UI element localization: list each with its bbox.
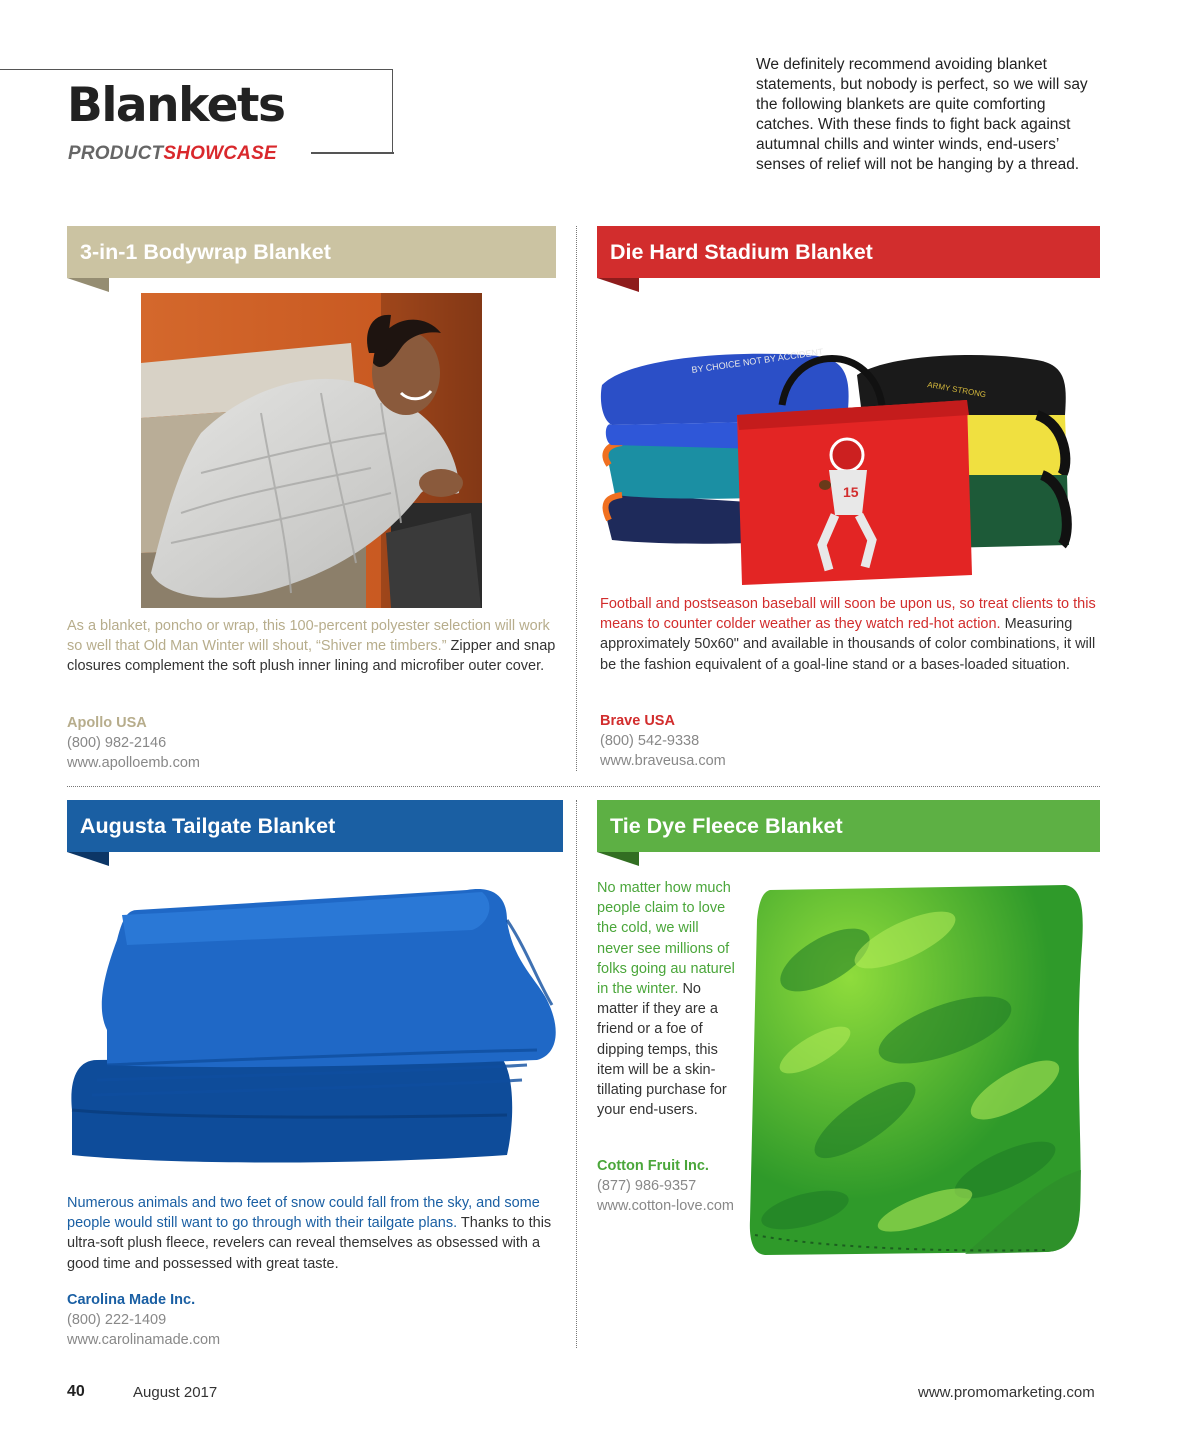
- footer-url[interactable]: www.promomarketing.com: [918, 1384, 1095, 1401]
- tailgate-text: Thanks to this ultra-soft plush fleece, revelers can reveal themselves as obsessed with a good time and possessed with great taste.: [67, 1215, 552, 1272]
- tiedye-banner: [597, 800, 1100, 852]
- stadium-lead: Football and postseason baseball will soon be upon us, so treat clients to this means to counter colder weather as they watch red-hot action.: [600, 596, 1096, 633]
- bodywrap-photo: [141, 293, 482, 608]
- section-label-red: SHOWCASE: [163, 143, 277, 164]
- tailgate-title: Augusta Tailgate Blanket: [80, 813, 336, 838]
- tiedye-lead: No matter how much people claim to love the cold, we will never see millions of folks going au naturel in the winter.: [597, 880, 735, 998]
- tailgate-url[interactable]: www.carolinamade.com: [67, 1332, 221, 1349]
- stadium-photo: [597, 345, 1100, 590]
- bodywrap-banner-fold: [67, 278, 109, 292]
- stadium-title: Die Hard Stadium Blanket: [610, 239, 873, 264]
- tiedye-contact: [597, 1158, 734, 1216]
- section-label: [68, 143, 277, 165]
- stadium-description: [600, 594, 1100, 675]
- jersey-number: 15: [843, 484, 859, 500]
- stadium-banner-fold: [597, 278, 639, 292]
- bodywrap-banner: [67, 226, 556, 278]
- section-label-gray: PRODUCT: [68, 143, 164, 164]
- tiedye-text: No matter if they are a friend or a foe of dipping temps, this item will be a skin-tillating purchase for your end-users.: [597, 981, 727, 1119]
- tiedye-url[interactable]: www.cotton-love.com: [597, 1198, 734, 1215]
- bodywrap-lead: As a blanket, poncho or wrap, this 100-percent polyester selection will work so well that Old Man Winter will shout, “Shiver me timbers.”: [67, 618, 550, 655]
- tiedye-photo: [745, 880, 1105, 1260]
- column-divider-top: [576, 226, 577, 771]
- stadium-contact: [600, 713, 726, 771]
- blue-bag-text: BY CHOICE NOT BY ACCIDENT: [690, 346, 825, 375]
- page-title: Blankets: [67, 78, 285, 133]
- tiedye-banner-fold: [597, 852, 639, 866]
- bodywrap-title: 3-in-1 Bodywrap Blanket: [80, 239, 331, 264]
- bodywrap-contact: [67, 715, 200, 773]
- stadium-phone: (800) 542-9338: [600, 733, 700, 749]
- tailgate-photo: [67, 880, 567, 1170]
- tailgate-lead: Numerous animals and two feet of snow could fall from the sky, and some people would still want to go through with their tailgate plans.: [67, 1195, 540, 1232]
- tailgate-contact: [67, 1292, 220, 1350]
- tiedye-company: Cotton Fruit Inc.: [597, 1158, 709, 1174]
- tailgate-phone: (800) 222-1409: [67, 1312, 167, 1328]
- issue-date: August 2017: [133, 1384, 218, 1401]
- bodywrap-company: Apollo USA: [67, 715, 147, 731]
- intro-paragraph: We definitely recommend avoiding blanket statements, but nobody is perfect, so we will say the following blankets are quite comforting catches. With these finds to fight back against autumnal chills and winter winds, end-users’ senses of relief will not be hanging by a thread.: [756, 56, 1088, 174]
- stadium-company: Brave USA: [600, 713, 675, 729]
- page-number: 40: [67, 1383, 85, 1400]
- bodywrap-description: [67, 616, 559, 677]
- bodywrap-text: Zipper and snap closures complement the soft plush inner lining and microfiber outer cover.: [67, 638, 556, 675]
- bodywrap-phone: (800) 982-2146: [67, 735, 167, 751]
- stadium-url[interactable]: www.braveusa.com: [600, 753, 726, 770]
- tiedye-description: [597, 878, 737, 1120]
- tailgate-banner-fold: [67, 852, 109, 866]
- tailgate-company: Carolina Made Inc.: [67, 1292, 196, 1308]
- bodywrap-url[interactable]: www.apolloemb.com: [67, 755, 200, 772]
- tiedye-title: Tie Dye Fleece Blanket: [610, 813, 843, 838]
- stadium-text: Measuring approximately 50x60" and available in thousands of color combinations, it will be the fashion equivalent of a goal-line stand or a bases-loaded situation.: [600, 616, 1096, 673]
- column-divider-bottom: [576, 800, 577, 1348]
- tiedye-phone: (877) 986-9357: [597, 1178, 697, 1194]
- black-bag-text: ARMY STRONG: [926, 380, 987, 400]
- tailgate-description: [67, 1193, 557, 1274]
- tailgate-banner: [67, 800, 563, 852]
- stadium-banner: [597, 226, 1100, 278]
- title-underline: [311, 152, 394, 154]
- row-divider: [67, 786, 1100, 787]
